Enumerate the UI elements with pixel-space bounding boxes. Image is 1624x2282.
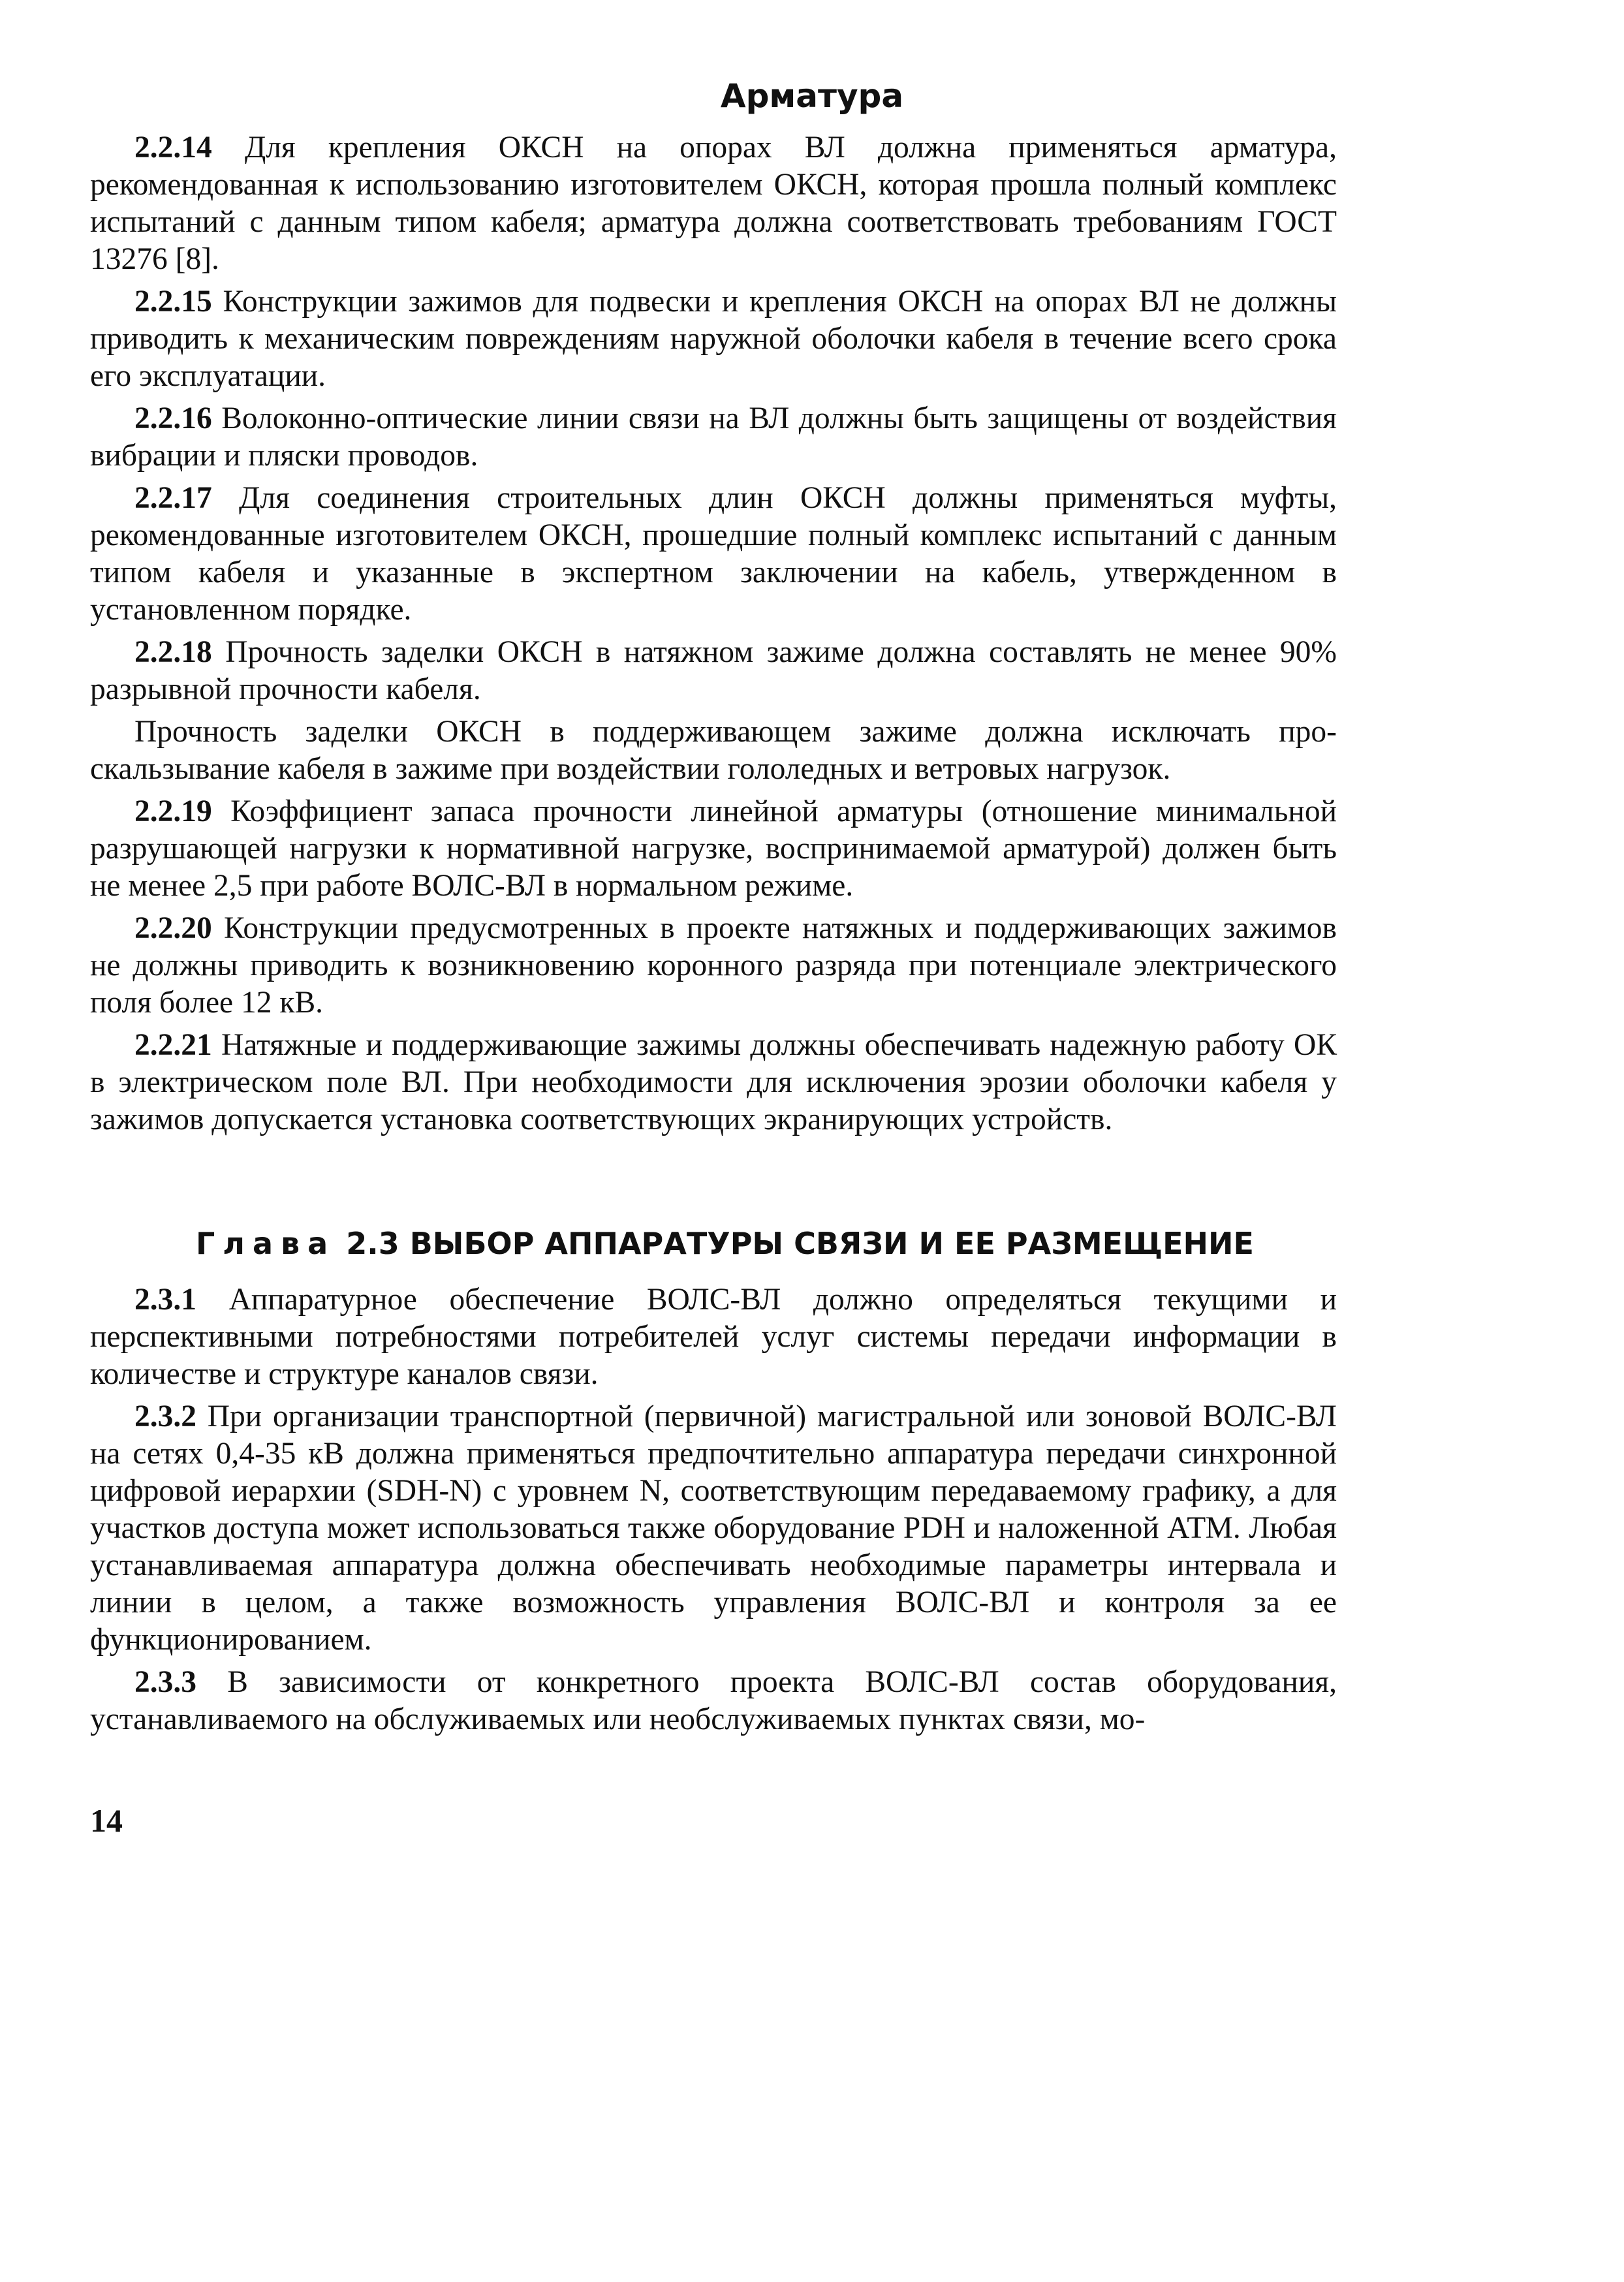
paragraph-number: 2.2.14 [134, 131, 212, 164]
chapter-number: 2.3 [346, 1226, 399, 1261]
paragraph-text: Конструкции предусмотренных в проекте натяжных и поддерживающих зажимов не должны приводить к возникновению коронного разряда при потенциале электрического поля более 12 кВ. [90, 911, 1337, 1020]
paragraph-number: 2.3.3 [134, 1665, 196, 1699]
paragraph-number: 2.2.16 [134, 401, 212, 435]
paragraph-text: Для соединения строительных длин ОКСН должны применяться муфты, рекомендованные изготовителем ОКСН, прошедшие полный комплекс испытаний с данным типом кабеля и указанные в экспертном заключении на кабель, утвержденном в установленном порядке. [90, 481, 1337, 627]
paragraph-text: Прочность заделки ОКСН в натяжном зажиме должна составлять не менее 90% разрывной прочности кабеля. [90, 635, 1337, 706]
paragraph-2-3-3 [90, 1664, 1337, 1738]
paragraph-2-2-16 [90, 400, 1337, 475]
paragraph-text: При организации транспортной (первичной) магистральной или зоновой ВОЛС-ВЛ на сетях 0,4-35 кВ должна применяться предпочтительно аппаратура передачи синхронной цифровой иерархии (SDH-N) с уровнем N, соответствующим передаваемому графику, а для участков доступа может использоваться также оборудование PDH и наложенной АТМ. Любая устанавливаемая аппаратура должна обеспечивать необходимые параметры интервала и линии в целом, а также возможность управления ВОЛС-ВЛ и контроля за ее функционированием. [90, 1399, 1337, 1657]
paragraph-number: 2.2.17 [134, 481, 212, 515]
paragraph-2-2-18 [90, 634, 1337, 708]
paragraph-text: Коэффициент запаса прочности линейной арматуры (отношение минимальной разрушающей нагрузки к нормативной нагрузке, воспринимаемой арматурой) должен быть не менее 2,5 при работе ВОЛС-ВЛ в нормальном режиме. [90, 794, 1337, 903]
paragraph-2-2-17 [90, 480, 1337, 629]
paragraph-text: В зависимости от конкретного проекта ВОЛС-ВЛ состав оборудования, устанавливаемого на обслуживаемых или необслуживаемых пунктах связи, мо- [90, 1665, 1337, 1736]
paragraph-text: Конструкции зажимов для подвески и крепления ОКСН на опорах ВЛ не должны приводить к механическим повреждениям наружной оболочки кабеля в течение всего срока его эксплуатации. [90, 285, 1337, 393]
paragraph-2-2-19 [90, 793, 1337, 905]
page-number: 14 [90, 1802, 123, 1839]
chapter-title: ВЫБОР АППАРАТУРЫ СВЯЗИ И ЕЕ РАЗМЕЩЕНИЕ [409, 1226, 1254, 1261]
paragraph-number: 2.2.15 [134, 285, 212, 319]
paragraph-2-2-15 [90, 283, 1337, 395]
chapter-heading [196, 1226, 1254, 1261]
paragraph-2-2-20 [90, 910, 1337, 1022]
chapter-body [90, 1281, 1337, 1743]
paragraph-text: Волоконно-оптические линии связи на ВЛ должны быть защищены от воздействия вибрации и пляски проводов. [90, 401, 1337, 473]
paragraph-number: 2.2.21 [134, 1028, 212, 1062]
paragraph-2-2-21 [90, 1027, 1337, 1138]
paragraph-2-2-18-continued [90, 713, 1337, 788]
section-heading: Арматура [720, 77, 904, 115]
paragraph-text: Аппаратурное обеспечение ВОЛС-ВЛ должно определяться текущими и перспективными потребностями потребителей услуг системы передачи информации в количестве и структуре каналов связи. [90, 1283, 1337, 1391]
paragraph-number: 2.2.19 [134, 794, 212, 828]
paragraph-text: Натяжные и поддерживающие зажимы должны обеспечивать надежную работу ОК в электрическом поле ВЛ. При необходимости для исключения эрозии оболочки кабеля у зажимов допускается установка соответствующих экранирующих устройств. [90, 1028, 1337, 1136]
chapter-label: Глава [196, 1226, 336, 1261]
paragraph-2-3-1 [90, 1281, 1337, 1393]
paragraph-number: 2.2.20 [134, 911, 212, 945]
paragraph-text: Прочность заделки ОКСН в поддерживающем зажиме должна исключать проскальзывание кабеля в зажиме при воздействии гололедных и ветровых нагрузок. [90, 715, 1337, 786]
paragraph-number: 2.3.1 [134, 1283, 196, 1317]
paragraph-text: Для крепления ОКСН на опорах ВЛ должна применяться арматура, рекомендованная к использованию изготовителем ОКСН, которая прошла полный комплекс испытаний с данным типом кабеля; арматура должна соответствовать требованиям ГОСТ 13276 [8]. [90, 131, 1337, 276]
paragraph-number: 2.3.2 [134, 1399, 196, 1433]
paragraph-2-2-14 [90, 129, 1337, 278]
section-body [90, 129, 1337, 1144]
paragraph-2-3-2 [90, 1398, 1337, 1659]
paragraph-number: 2.2.18 [134, 635, 212, 669]
